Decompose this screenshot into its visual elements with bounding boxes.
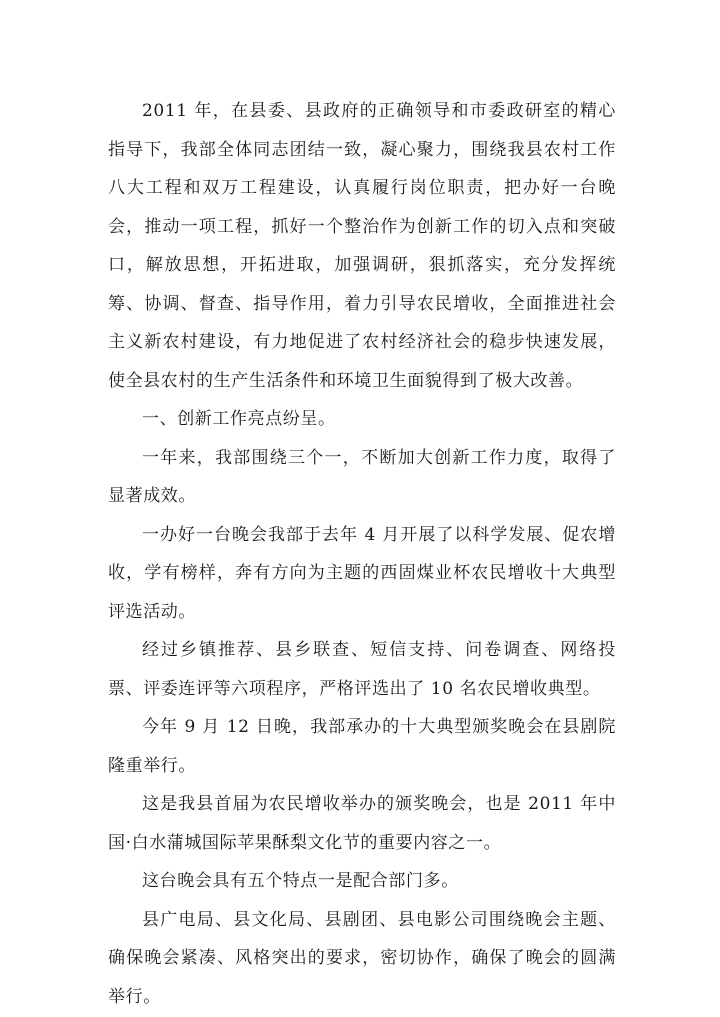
paragraph: 经过乡镇推荐、县乡联查、短信支持、问卷调查、网络投票、评委连评等六项程序，严格评选出了 10 名农民增收典型。 (108, 640, 616, 699)
paragraph-intro: 2011 年，在县委、县政府的正确领导和市委政研室的精心指导下，我部全体同志团结一致，凝心聚力，围绕我县农村工作八大工程和双万工程建设，认真履行岗位职责，把办好一台晚会，推动一项工程，抓好一个整治作为创新工作的切入点和突破口，解放思想，开拓进取，加强调研，狠抓落实，充分发挥统筹、协调、督查、指导作用，着力引导农民增收，全面推进社会主义新农村建设，有力地促进了农村经济社会的稳步快速发展，使全县农村的生产生活条件和环境卫生面貌得到了极大改善。 (108, 101, 616, 391)
paragraph: 今年 9 月 12 日晚，我部承办的十大典型颁奖晚会在县剧院隆重举行。 (108, 717, 616, 776)
paragraph: 这台晚会具有五个特点一是配合部门多。 (142, 871, 459, 891)
section-heading: 一、创新工作亮点纷呈。 (142, 409, 336, 429)
paragraph: 县广电局、县文化局、县剧团、县电影公司围绕晚会主题、确保晚会紧凑、风格突出的要求，密切协作，确保了晚会的圆满举行。 (108, 909, 616, 1007)
paragraph: 这是我县首届为农民增收举办的颁奖晚会，也是 2011 年中国·白水蒲城国际苹果酥梨文化节的重要内容之一。 (108, 794, 616, 853)
paragraph: 一办好一台晚会我部于去年 4 月开展了以科学发展、促农增收，学有榜样，奔有方向为主题的西固煤业杯农民增收十大典型评选活动。 (108, 524, 616, 622)
paragraph: 一年来，我部围绕三个一，不断加大创新工作力度，取得了显著成效。 (108, 447, 616, 506)
document-body (108, 92, 616, 1016)
